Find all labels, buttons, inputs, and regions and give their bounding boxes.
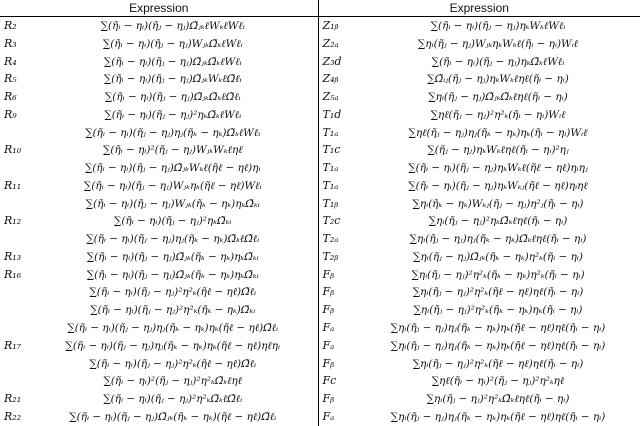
expression-left: ∑(η̃ᵢ − ηᵢ)(η̃ⱼ − ηⱼ)Ω̃ⱼₖ(η̃ₖ − ηₖ)ηₖΩ̃ₖᵢ — [28, 248, 318, 266]
row-label-right: T₁d — [322, 107, 342, 121]
expression-right: ∑ηᵢ(η̃ⱼ − ηⱼ)²ηₖΩ̃ₖℓηℓ(η̃ᵢ − ηᵢ) — [428, 215, 568, 228]
table-row — [0, 284, 640, 302]
expression-left: ∑(η̃ᵢ − ηᵢ)(η̃ⱼ − ηⱼ)ηⱼ(η̃ₖ − ηₖ)Ω̃ₖℓΩ̃ℓᵢ — [28, 230, 318, 248]
expression-left: ∑(η̃ᵢ − ηᵢ)(η̃ⱼ − ηⱼ)WⱼₖΩ̃ₖℓWℓᵢ — [28, 35, 318, 53]
expression-right: ∑(η̃ⱼ − ηⱼ)ηₖWₖℓηℓ(η̃ᵢ − ηᵢ)²ηⱼ — [427, 144, 569, 157]
expression-left: ∑(η̃ᵢ − ηᵢ)(η̃ⱼ − ηⱼ)Ω̃ⱼₖWₖℓΩ̃ℓᵢ — [28, 70, 318, 88]
table-row — [0, 390, 640, 408]
expression-right: ∑(η̃ᵢ − ηᵢ)(η̃ⱼ − ηⱼ)ηₖWₖℓ(η̃ℓ − ηℓ)ηᵢηⱼ — [408, 162, 588, 175]
row-label-left — [0, 355, 28, 373]
row-label-right: T₁c — [322, 143, 341, 157]
expression-left: ∑(η̃ᵢ − ηᵢ)²(η̃ⱼ − ηⱼ)WⱼₖWₖℓηℓ — [28, 141, 318, 159]
row-label-left — [0, 372, 28, 390]
header-left: Expression — [0, 0, 318, 17]
expression-right: ∑ηᵢ(η̃ⱼ − ηⱼ)ηⱼ(η̃ₖ − ηₖ)ηₖ(η̃ℓ − ηℓ)ηℓ(η̃ᵢ − ηᵢ) — [390, 410, 606, 423]
row-label-left — [0, 230, 28, 248]
row-label-right: Z₄ᵦ — [322, 72, 339, 86]
table-row — [0, 35, 640, 53]
expression-left: ∑(η̃ᵢ − ηᵢ)(η̃ⱼ − ηⱼ)Ω̃ⱼₖΩ̃ₖℓΩ̃ℓᵢ — [28, 88, 318, 106]
expression-left: ∑(η̃ᵢ − ηᵢ)(η̃ⱼ − ηⱼ)ηⱼ(η̃ₖ − ηₖ)Ω̃ₖℓWℓᵢ — [28, 124, 318, 142]
table-row — [0, 248, 640, 266]
row-label-left: R₂₁ — [4, 392, 22, 406]
table-row — [0, 337, 640, 355]
row-label-left — [0, 124, 28, 142]
expression-left: ∑(η̃ᵢ − ηᵢ)(η̃ⱼ − ηⱼ)Wⱼₖηₖ(η̃ℓ − ηℓ)Wℓᵢ — [28, 177, 318, 195]
expression-left: ∑(η̃ᵢ − ηᵢ)(η̃ⱼ − ηⱼ)²ηₖΩ̃ₖℓWℓᵢ — [28, 106, 318, 124]
expression-right: ∑ηᵢ(η̃ⱼ − ηⱼ)ηⱼ(η̃ₖ − ηₖ)ηₖ(η̃ℓ − ηℓ)ηℓ(η̃ᵢ − ηᵢ) — [390, 322, 606, 335]
row-label-left — [0, 195, 28, 213]
expression-left: ∑(η̃ᵢ − ηᵢ)(η̃ⱼ − ηⱼ)Wⱼₖ(η̃ₖ − ηₖ)ηₖΩ̃ₖᵢ — [28, 195, 318, 213]
row-label-right: T₁ₐ — [322, 178, 339, 192]
expression-right: ∑(η̃ᵢ − ηᵢ)(η̃ⱼ − ηⱼ)ηₖWₖⱼ(η̃ℓ − ηℓ)ηᵢηℓ — [408, 179, 588, 192]
table-row — [0, 159, 640, 177]
row-label-right: Fᵦ — [322, 303, 335, 317]
expression-left: ∑(η̃ᵢ − ηᵢ)(η̃ⱼ − ηⱼ)Ω̃ⱼₖWₖℓ(η̃ℓ − ηℓ)ηᵢ — [28, 159, 318, 177]
table-row — [0, 53, 640, 71]
row-label-right: Z₁ᵦ — [322, 18, 339, 32]
row-label-right: T₁ₐ — [322, 161, 339, 175]
row-label-right: T₂ₐ — [322, 232, 339, 246]
row-label-right: Fₐ — [322, 321, 335, 335]
row-label-right: Fᵦ — [322, 267, 335, 281]
expression-right: ∑Ω̃ᵢⱼ(η̃ⱼ − ηⱼ)ηₖWₖℓηℓ(η̃ᵢ − ηᵢ) — [427, 73, 569, 86]
expression-right: ∑ηℓ(η̃ᵢ − ηᵢ)²(η̃ⱼ − ηⱼ)²η²ₖηℓ — [431, 375, 565, 388]
table-row — [0, 195, 640, 213]
row-label-left: R₁₁ — [4, 178, 22, 192]
table-row — [0, 408, 640, 426]
expression-left: ∑(η̃ᵢ − ηᵢ)(η̃ⱼ − ηⱼ)²ηₖΩ̃ₖᵢ — [28, 213, 318, 231]
row-label-right: Z₃d — [322, 54, 342, 68]
table-row — [0, 301, 640, 319]
expression-right: ∑ηᵢ(η̃ⱼ − ηⱼ)²η²ₖ(η̃ℓ − ηℓ)ηℓ(η̃ᵢ − ηᵢ) — [412, 286, 584, 299]
table-row — [0, 213, 640, 231]
table-row — [0, 141, 640, 159]
expression-left: ∑(η̃ᵢ − ηᵢ)(η̃ⱼ − ηⱼ)²η²ₖΩ̃ₖℓΩ̃ℓᵢ — [28, 390, 318, 408]
expression-right: ∑(η̃ᵢ − ηᵢ)(η̃ⱼ − ηⱼ)ηₖΩ̃ₖℓWℓᵢ — [431, 55, 565, 68]
table-row — [0, 177, 640, 195]
row-label-right: Fᵦ — [322, 392, 335, 406]
row-label-right: Fₐ — [322, 338, 335, 352]
expression-left: ∑(η̃ᵢ − ηᵢ)(η̃ⱼ − ηⱼ)Ω̃ⱼₖΩ̃ₖℓWℓᵢ — [28, 53, 318, 71]
row-label-left: R₂₂ — [4, 409, 22, 423]
expression-right: ∑ηᵢ(η̃ⱼ − ηⱼ)²η²ₖ(η̃ℓ − ηℓ)ηℓ(η̃ᵢ − ηᵢ) — [412, 357, 584, 370]
table-row — [0, 266, 640, 284]
row-label-left: R₅ — [4, 72, 17, 86]
row-label-left: R₁₂ — [4, 214, 22, 228]
expression-left: ∑(η̃ᵢ − ηᵢ)(η̃ⱼ − ηⱼ)ηⱼ(η̃ₖ − ηₖ)ηₖ(η̃ℓ − ηℓ)Ω̃ℓᵢ — [28, 319, 318, 337]
row-label-right: T₂ᵦ — [322, 249, 339, 263]
row-label-left: R₁₃ — [4, 249, 22, 263]
table-row — [0, 372, 640, 390]
expression-right: ∑ηᵢ(η̃ⱼ − ηⱼ)²η²ₖ(η̃ₖ − ηₖ)ηₖ(η̃ᵢ − ηᵢ) — [413, 304, 583, 317]
row-label-left: R₃ — [4, 36, 17, 50]
row-label-right: T₁ₐ — [322, 125, 339, 139]
row-label-left — [0, 319, 28, 337]
expression-left: ∑(η̃ᵢ − ηᵢ)(η̃ⱼ − ηⱼ)²η²ₖ(η̃ₖ − ηₖ)Ω̃ₖᵢ — [28, 301, 318, 319]
expression-left: ∑(η̃ᵢ − ηᵢ)(η̃ⱼ − ηⱼ)Ω̃ⱼₖℓWₖℓWℓᵢ — [28, 17, 318, 35]
row-label-left: R₁₀ — [4, 143, 22, 157]
header-right: Expression — [318, 0, 640, 17]
row-label-left: R₉ — [4, 107, 17, 121]
header-row — [0, 0, 640, 17]
expression-right: ∑ηᵢ(η̃ⱼ − ηⱼ)Ω̃ⱼₖ(η̃ₖ − ηₖ)η²ₖ(η̃ᵢ − ηᵢ) — [413, 250, 583, 263]
expression-right: ∑ηᵢ(η̃ⱼ − ηⱼ)ηⱼ(η̃ₖ − ηₖ)Ω̃ₖℓηℓ(η̃ᵢ − ηᵢ) — [409, 233, 587, 246]
row-label-left: R₂ — [4, 18, 17, 32]
row-label-right: Z₅ₐ — [322, 90, 339, 104]
expression-right: ∑ηℓ(η̃ⱼ − ηⱼ)ηⱼ(η̃ₖ − ηₖ)ηₖ(η̃ᵢ − ηᵢ)Wᵢℓ — [408, 126, 588, 139]
row-label-right: Z₂ₐ — [322, 36, 339, 50]
row-label-left: R₄ — [4, 54, 17, 68]
row-label-right: T₁ᵦ — [322, 196, 339, 210]
row-label-right: Fc — [322, 374, 337, 388]
table-row — [0, 319, 640, 337]
expression-right: ∑ηᵢ(η̃ⱼ − ηⱼ)²η²ₖ(η̃ₖ − ηₖ)η²ₖ(η̃ᵢ − ηᵢ) — [411, 268, 585, 281]
row-label-left: R₁₆ — [4, 267, 22, 281]
expression-right: ∑ηᵢ(η̃ⱼ − ηⱼ)WⱼₖηₖWₖℓ(η̃ᵢ − ηᵢ)Wᵢℓ — [417, 37, 579, 50]
row-label-right: T₂c — [322, 214, 341, 228]
expression-left: ∑(η̃ᵢ − ηᵢ)(η̃ⱼ − ηⱼ)²η²ₖ(η̃ℓ − ηℓ)Ω̃ℓᵢ — [28, 355, 318, 373]
row-label-right: Fᵦ — [322, 356, 335, 370]
row-label-left — [0, 159, 28, 177]
expression-left: ∑(η̃ᵢ − ηᵢ)(η̃ⱼ − ηⱼ)²η²ₖ(η̃ℓ − ηℓ)Ω̃ℓᵢ — [28, 284, 318, 302]
table-row — [0, 106, 640, 124]
table-body — [0, 17, 640, 426]
row-label-right: Fᵦ — [322, 285, 335, 299]
expression-right: ∑ηᵢ(η̃ₖ − ηₖ)Wₖⱼ(η̃ⱼ − ηⱼ)η²ⱼ(η̃ᵢ − ηᵢ) — [412, 197, 584, 210]
expression-left: ∑(η̃ᵢ − ηᵢ)(η̃ⱼ − ηⱼ)Ω̃ⱼₖ(η̃ₖ − ηₖ)ηₖΩ̃ₖᵢ — [28, 266, 318, 284]
table-row — [0, 355, 640, 373]
expression-left: ∑(η̃ᵢ − ηᵢ)(η̃ⱼ − ηⱼ)ηⱼ(η̃ₖ − ηₖ)ηₖ(η̃ℓ − ηℓ)ηℓηᵢ — [28, 337, 318, 355]
table-row — [0, 124, 640, 142]
table-row — [0, 70, 640, 88]
expression-right: ∑ηᵢ(η̃ⱼ − ηⱼ)²η²ₖΩ̃ₖℓηℓ(η̃ᵢ − ηᵢ) — [426, 393, 570, 406]
expression-left: ∑(η̃ᵢ − ηᵢ)²(η̃ⱼ − ηⱼ)²η²ₖΩ̃ₖℓηℓ — [28, 372, 318, 390]
expression-right: ∑ηℓ(η̃ⱼ − ηⱼ)²η²ₖ(η̃ᵢ − ηᵢ)Wᵢℓ — [430, 108, 566, 121]
expression-right: ∑(η̃ᵢ − ηᵢ)(η̃ⱼ − ηⱼ)ηₖWₖℓWℓᵢ — [430, 19, 566, 32]
row-label-left: R₁₇ — [4, 338, 22, 352]
table-row — [0, 230, 640, 248]
row-label-left: R₆ — [4, 90, 17, 104]
row-label-left — [0, 284, 28, 302]
expression-right: ∑ηᵢ(η̃ⱼ − ηⱼ)Ω̃ⱼₖΩ̃ₖℓηℓ(η̃ᵢ − ηᵢ) — [428, 91, 568, 104]
row-label-left — [0, 301, 28, 319]
row-label-right: Fₐ — [322, 409, 335, 423]
table-row — [0, 88, 640, 106]
table-row — [0, 17, 640, 35]
expression-left: ∑(η̃ᵢ − ηᵢ)(η̃ⱼ − ηⱼ)Ω̃ⱼₖ(η̃ₖ − ηₖ)(η̃ℓ − ηℓ)Ω̃ℓᵢ — [28, 408, 318, 426]
expression-right: ∑ηᵢ(η̃ⱼ − ηⱼ)ηⱼ(η̃ₖ − ηₖ)ηₖ(η̃ℓ − ηℓ)ηℓ(η̃ᵢ − ηᵢ) — [390, 339, 606, 352]
